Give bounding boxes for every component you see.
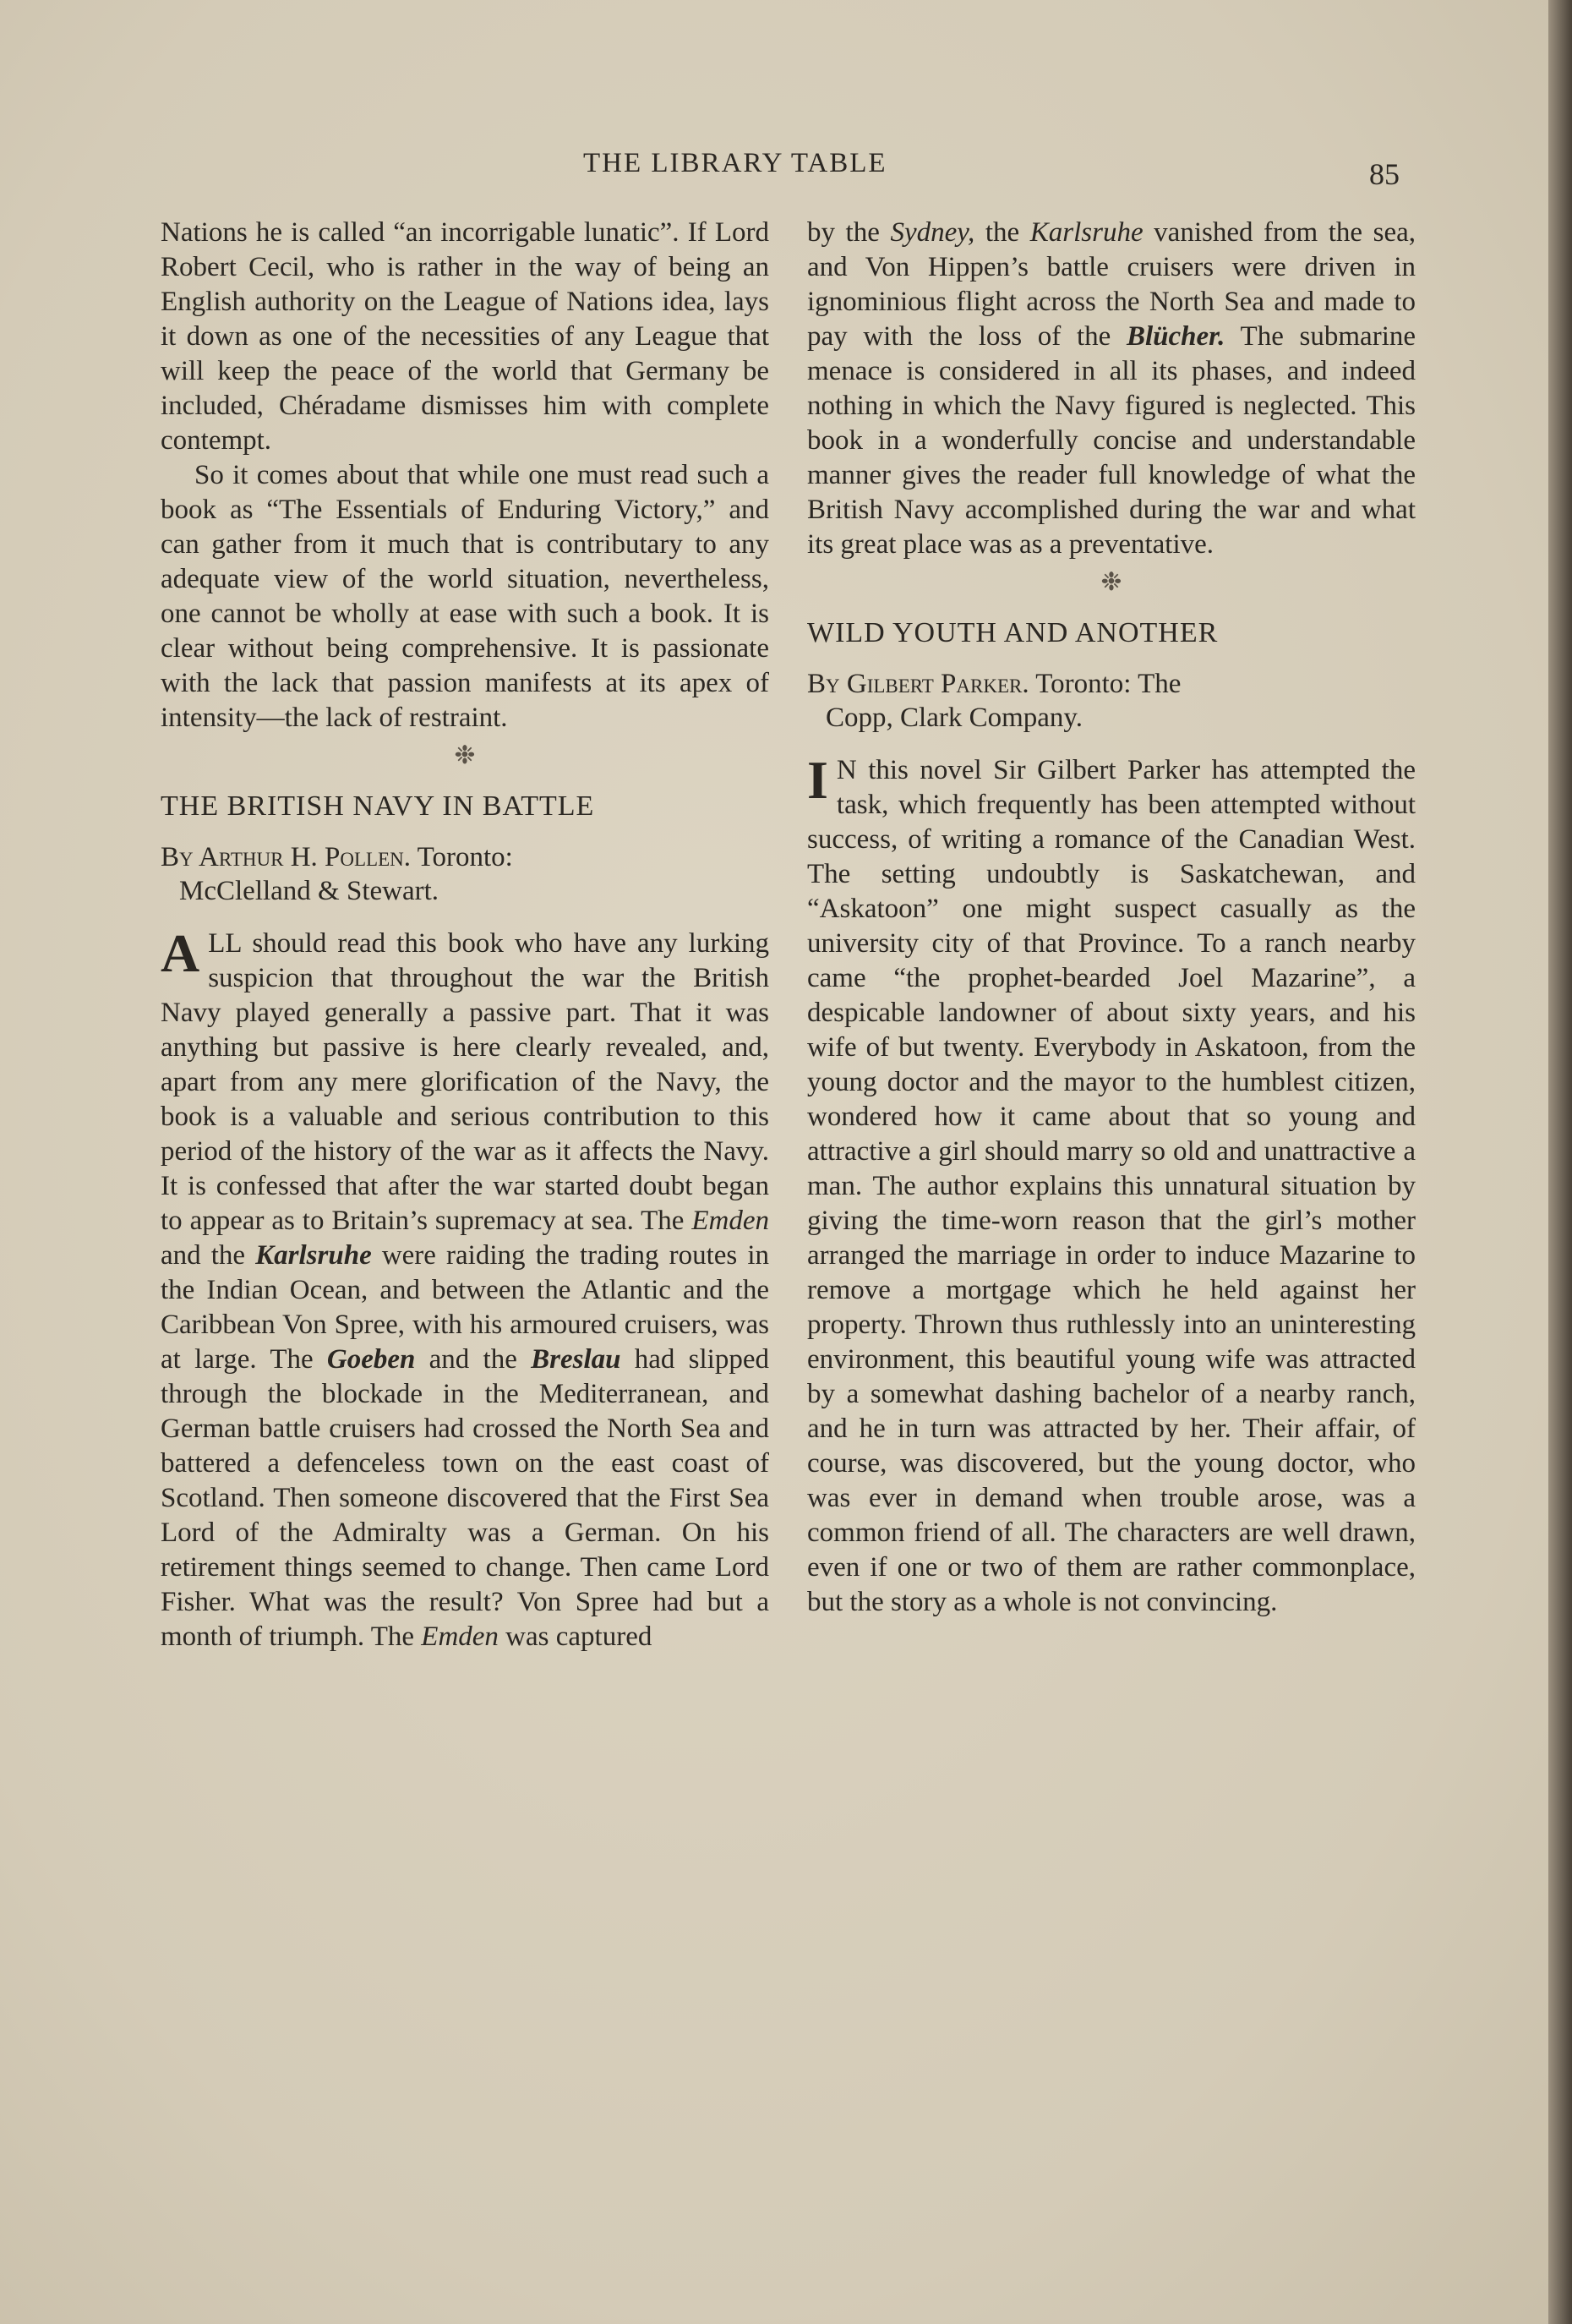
ship-name: Karlsruhe [255,1240,372,1271]
review-body-british-navy-continued: by the Sydney, the Karlsruhe vanished from the sea, and Von Hippen’s battle cruisers were driven in ignominious flight across the North Sea and made to pay with the loss of the Blücher. The submarine menace is considered in all its phases, and indeed nothing in which the Navy figured is neglected. This book in a wonderfully concise and understandable manner gives the reader full knowledge of what the British Navy accomplished during the war and what its great place was as a preventative. [807,217,1416,560]
drop-cap: A [161,923,200,983]
byline-author: By Gilbert Parker. [807,669,1029,699]
paragraph-essentials-conclusion: So it comes about that while one must read such a book as “The Essentials of Enduring Victory,” and can gather from it much that is contributary to any adequate view of the world situation, nevertheless, one cannot be wholly at ease with such a book. It is clear without being comprehensive. It is passionate with the lack that passion manifests at its apex of intensity—the lack of restraint. [161,460,769,733]
review-title-british-navy: THE BRITISH NAVY IN BATTLE [161,790,595,822]
ship-name: Emden [421,1621,499,1652]
section-separator: ❉ [454,741,476,769]
review-body-wild-youth: I N this novel Sir Gilbert Parker has attempted the task, which frequently has been attempted without success, of writing a romance of the Canadian West. The setting undoubtly is Saskatchewan, and “Askatoon” one might suspect casually as the university city of that Province. To a ranch nearby came “the prophet-bearded Joel Mazarine”, a despicable landowner of about sixty years, and his wife of but twenty. Everybody in Askatoon, from the young doctor and the mayor to the humblest citizen, wondered how it came about that so young and attractive a girl should marry so old and unattractive a man. The author explains this unnatural situation by giving the time-worn reason that the girl’s mother arranged the marriage in order to induce Mazarine to remove a mortgage which he held against her property. Thrown thus ruthlessly into an uninteresting environment, this beautiful young wife was attracted by a somewhat dashing bachelor of a nearby ranch, and he in turn was attracted by her. Their affair, of course, was discovered, but the young doctor, who was ever in demand when trouble arose, was a common friend of all. The characters are well drawn, even if one or two of them are rather commonplace, but the story as a whole is not convincing. [807,750,1416,1617]
book-spine-edge [1548,0,1572,2324]
section-separator: ❉ [1100,568,1122,596]
ship-name: Sydney, [890,217,975,248]
byline-place: Toronto: [417,842,513,872]
page-number: 85 [1369,157,1400,191]
ship-name: Breslau [531,1344,621,1375]
paragraph-cheradame-continued: Nations he is called “an incorrigable lunatic”. If Lord Robert Cecil, who is rather in the way of being an English authority on the League of Nations idea, lays it down as one of the necessities of any League that will keep the peace of the world that Germany be included, Chéradame dismisses him with complete contempt. [161,217,769,456]
review-byline-wild-youth [807,667,1416,735]
drop-cap: I [807,750,828,810]
byline-place: Toronto: The [1035,669,1182,699]
right-column [807,216,1416,1620]
ship-name: Karlsruhe [1029,217,1144,248]
byline-publisher: Copp, Clark Company. [826,703,1083,733]
ship-name: Blücher. [1126,321,1225,352]
page-header [0,148,1572,199]
ship-name: Emden [691,1206,769,1236]
review-title-wild-youth: WILD YOUTH AND ANOTHER [807,617,1219,648]
running-title: THE LIBRARY TABLE [583,148,887,178]
byline-author: By Arthur H. Pollen. [161,842,412,872]
ship-name: Goeben [326,1344,416,1375]
review-byline-british-navy [161,840,769,908]
review-body-british-navy: ALL should read this book who have any lurking suspicion that throughout the war the British Navy played generally a passive part. That it was anything but passive is here clearly revealed, and, apart from any mere glorification of the Navy, the book is a valuable and serious contribution to this period of the history of the war as it affects the Navy. It is confessed that after the war started doubt began to appear as to Britain’s supremacy at sea. The Emden and the Karlsruhe were raiding the trading routes in the Indian Ocean, and between the Atlantic and the Caribbean Von Spree, with his armoured cruisers, was at large. The Goeben and the Breslau had slipped through the blockade in the Mediterranean, and German battle cruisers had crossed the North Sea and battered a defenceless town on the east coast of Scotland. Then someone discovered that the First Sea Lord of the Admiralty was a German. On his retirement things seemed to change. Then came Lord Fisher. What was the result? Von Spree had but a month of triumph. The Emden was captured [161,923,769,1652]
byline-publisher: McClelland & Stewart. [179,876,439,906]
left-column [161,216,769,1654]
